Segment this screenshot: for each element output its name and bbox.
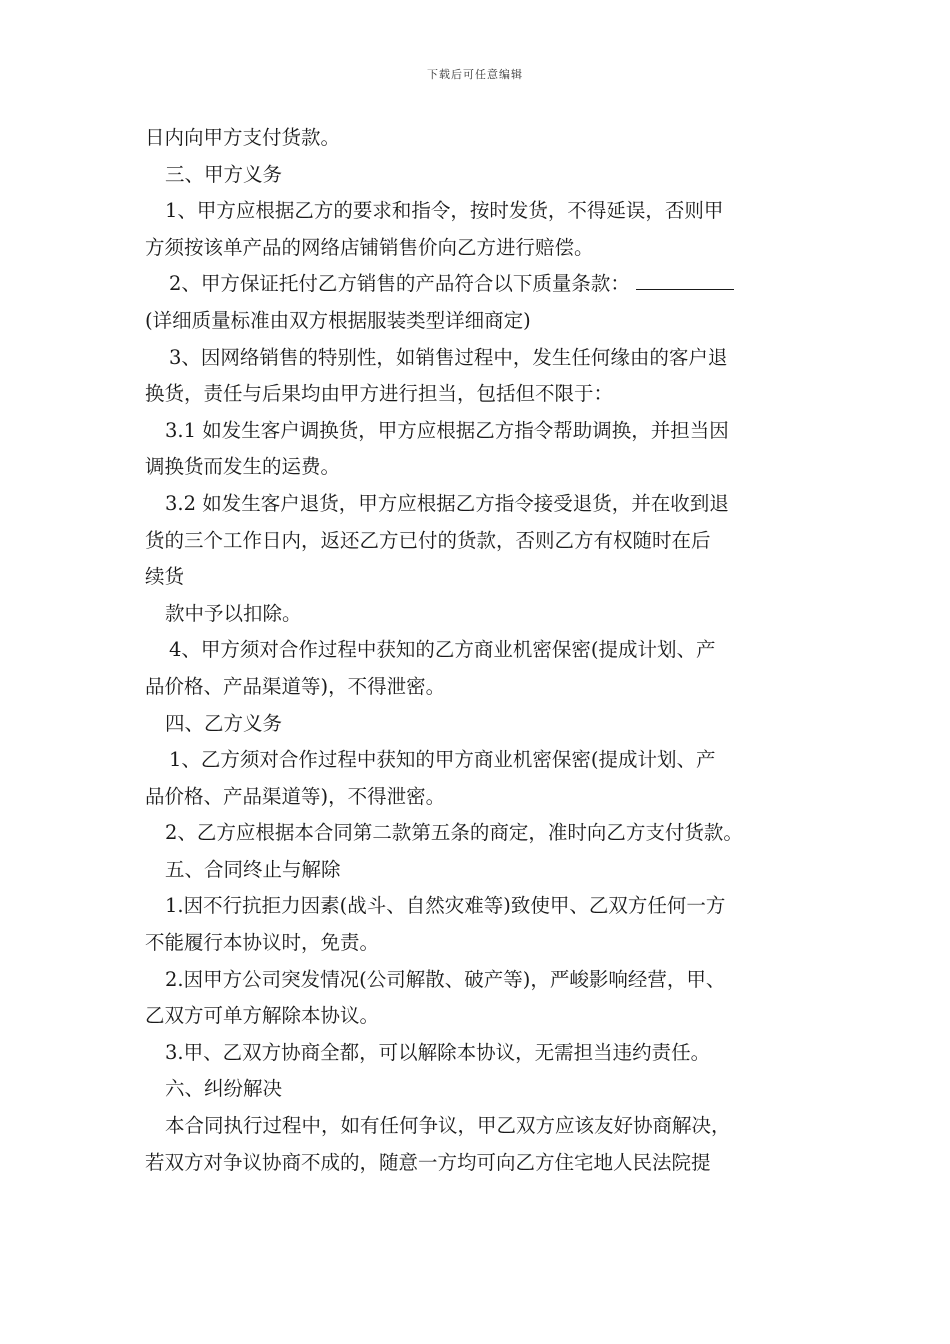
paragraph-line: 款中予以扣除。	[165, 601, 302, 625]
paragraph-line: 乙双方可单方解除本协议。	[145, 1004, 380, 1028]
paragraph-line: 3、因网络销售的特别性，如销售过程中，发生任何缘由的客户退	[169, 345, 728, 369]
paragraph-line: 本合同执行过程中，如有任何争议，甲乙双方应该友好协商解决，	[165, 1114, 731, 1138]
paragraph-line: 不能履行本协议时，免责。	[145, 931, 380, 955]
paragraph-line: 日内向甲方支付货款。	[145, 126, 341, 149]
paragraph-line: 品价格、产品渠道等)，不得泄密。	[145, 674, 446, 698]
paragraph-line: 3.2 如发生客户退货，甲方应根据乙方指令接受退货，并在收到退	[165, 491, 729, 515]
paragraph-line: 品价格、产品渠道等)，不得泄密。	[145, 784, 446, 808]
paragraph-line: 续货	[145, 565, 185, 589]
section-heading: 五、合同终止与解除	[165, 857, 341, 881]
paragraph-line: (详细质量标准由双方根据服装类型详细商定)	[145, 308, 531, 332]
paragraph-line: 若双方对争议协商不成的，随意一方均可向乙方住宅地人民法院提	[145, 1150, 711, 1174]
paragraph-line: 方须按该单产品的网络店铺销售价向乙方进行赔偿。	[145, 235, 594, 259]
paragraph-line: 3.1 如发生客户调换货，甲方应根据乙方指令帮助调换，并担当因	[165, 418, 729, 442]
fill-in-blank	[636, 271, 734, 290]
paragraph-line: 1.因不行抗拒力因素(战斗、自然灾难等)致使甲、乙双方任何一方	[165, 894, 726, 918]
paragraph-line: 1、甲方应根据乙方的要求和指令，按时发货，不得延误，否则甲	[165, 199, 724, 223]
paragraph-line: 2.因甲方公司突发情况(公司解散、破产等)，严峻影响经营，甲、	[165, 967, 726, 991]
section-heading: 三、甲方义务	[165, 162, 283, 186]
paragraph-line: 货的三个工作日内，返还乙方已付的货款，否则乙方有权随时在后	[145, 528, 711, 552]
paragraph-line: 3.甲、乙双方协商全都，可以解除本协议，无需担当违约责任。	[165, 1040, 711, 1064]
page-header: 下载后可任意编辑	[427, 68, 523, 81]
paragraph-line	[145, 266, 815, 303]
paragraph-line: 调换货而发生的运费。	[145, 455, 341, 479]
section-heading: 六、纠纷解决	[165, 1077, 283, 1101]
section-heading: 四、乙方义务	[165, 711, 283, 735]
paragraph-line: 4、甲方须对合作过程中获知的乙方商业机密保密(提成计划、产	[169, 638, 716, 662]
paragraph-text: 2、甲方保证托付乙方销售的产品符合以下质量条款：	[169, 272, 630, 296]
document-body	[145, 120, 815, 1181]
paragraph-line: 2、乙方应根据本合同第二款第五条的商定，准时向乙方支付货款。	[165, 821, 743, 845]
paragraph-line: 换货，责任与后果均由甲方进行担当，包括但不限于：	[145, 382, 614, 406]
paragraph-line: 1、乙方须对合作过程中获知的甲方商业机密保密(提成计划、产	[169, 748, 716, 772]
